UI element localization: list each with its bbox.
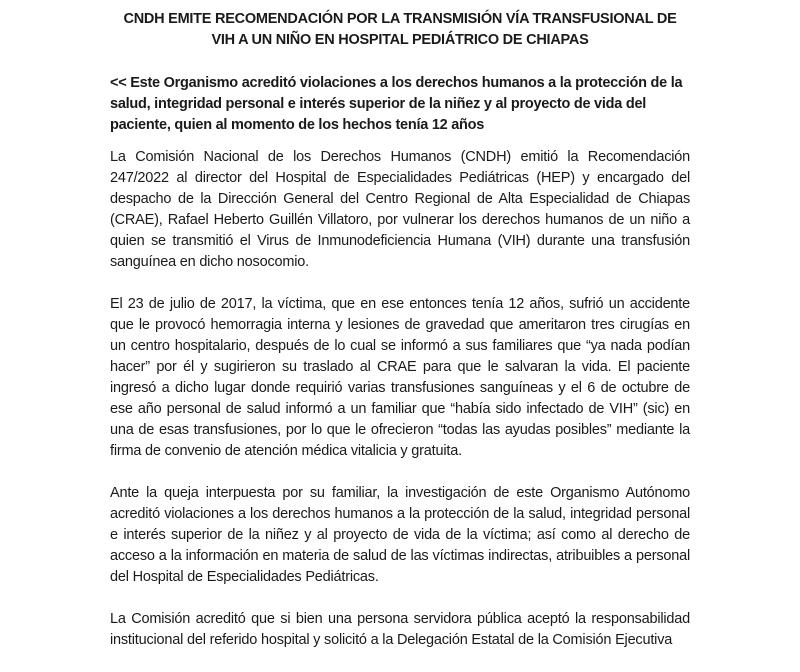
body-paragraph-2: El 23 de julio de 2017, la víctima, que en ese entonces tenía 12 años, sufrió un accidente que le provocó hemorragia interna y lesiones de gravedad que ameritaron tres cirugías en un centro hospitalario, después de lo cual se informó a sus familiares que “ya nada podían hacer” por él y sugirieron su traslado al CRAE para que le salvaran la vida. El paciente ingresó a dicho lugar donde requirió varias transfusiones sanguíneas y el 6 de octubre de ese año personal de salud informó a un familiar que “había sido infectado de VIH” (sic) en una de esas transfusiones, por lo que le ofrecieron “todas las ayudas posibles” mediante la firma de convenio de atención médica vitalicia y gratuita. [110, 296, 690, 459]
body-paragraph-1: La Comisión Nacional de los Derechos Humanos (CNDH) emitió la Recomendación 247/2022 al director del Hospital de Especialidades Pediátricas (HEP) y encargado del despacho de la Dirección General del Centro Regional de Alta Especialidad de Chiapas (CRAE), Rafael Heberto Guillén Villatoro, por vulnerar los derechos humanos de un niño a quien se transmitió el Virus de Inmunodeficiencia Humana (VIH) durante una transfusión sanguínea en dicho nosocomio. [110, 149, 690, 270]
document-title: CNDH EMITE RECOMENDACIÓN POR LA TRANSMISIÓN VÍA TRANSFUSIONAL DE VIH A UN NIÑO EN HOSPITAL PEDIÁTRICO DE CHIAPAS [123, 11, 677, 48]
body-paragraph-3: Ante la queja interpuesta por su familiar, la investigación de este Organismo Autónomo acreditó violaciones a los derechos humanos a la protección de la salud, integridad personal e interés superior de la niñez y al proyecto de vida de la víctima; así como al derecho de acceso a la información en materia de salud de las víctimas indirectas, atribuibles a personal del Hospital de Especialidades Pediátricas. [110, 485, 690, 585]
body-paragraph-4: La Comisión acreditó que si bien una persona servidora pública aceptó la responsabilidad institucional del referido hospital y solicitó a la Delegación Estatal de la Comisión Ejecutiva [110, 611, 690, 648]
document-body [110, 147, 690, 672]
document-subtitle: << Este Organismo acreditó violaciones a los derechos humanos a la protección de la salud, integridad personal e interés superior de la niñez y al proyecto de vida del paciente, quien al momento de los hechos tenía 12 años [110, 75, 683, 133]
